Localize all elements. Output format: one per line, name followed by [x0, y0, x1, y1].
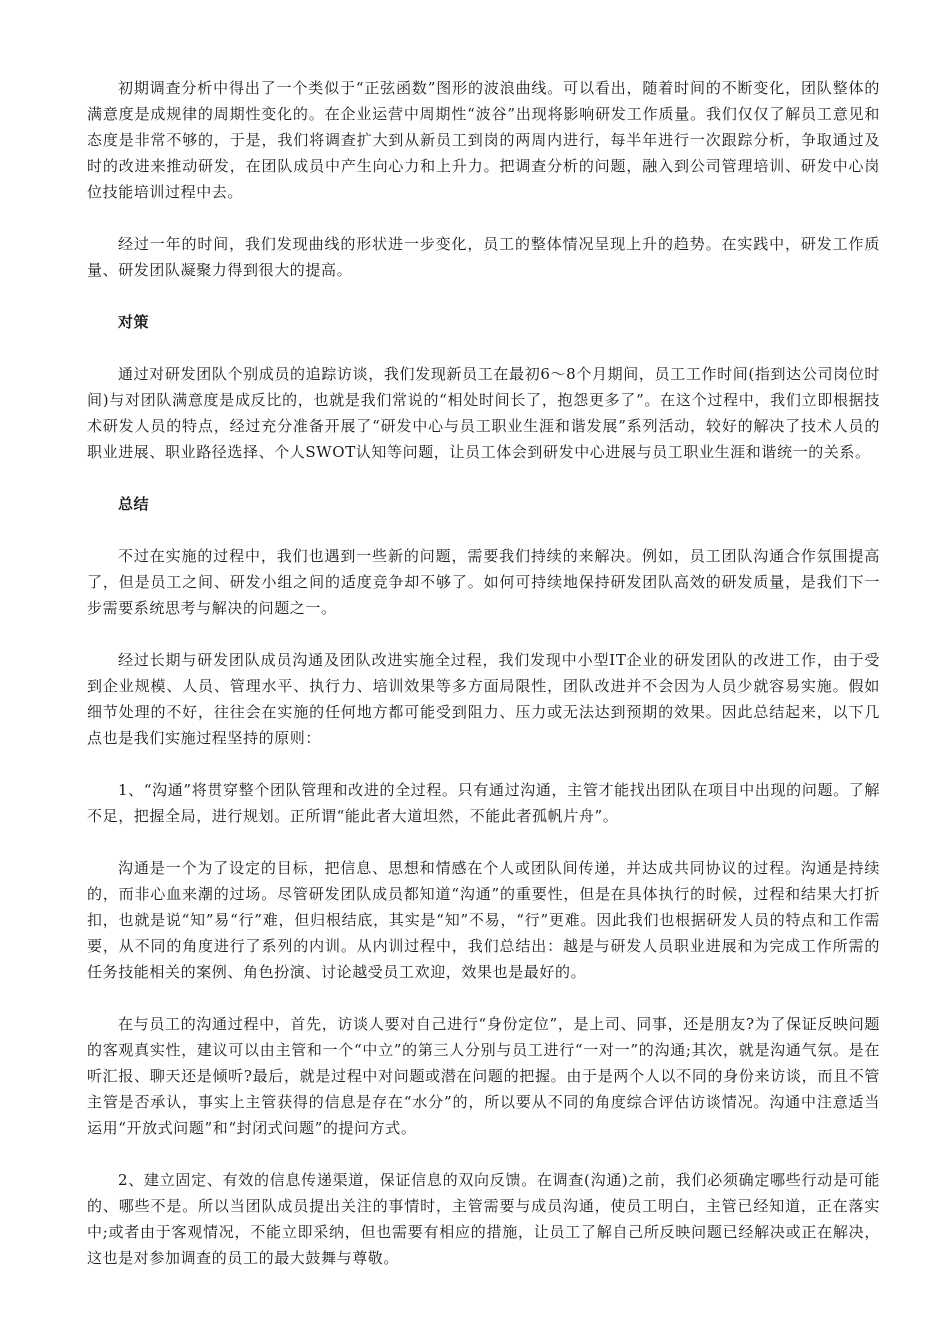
paragraph-communication-definition: 沟通是一个为了设定的目标，把信息、思想和情感在个人或团队间传递，并达成共同协议的过程。沟通是持续的，而非心血来潮的过场。尽管研发团队成员都知道“沟通”的重要性，但是在具体执行的时候，过程和结果大打折扣，也就是说“知”易“行”难，但归根结底，其实是“知”不易，“行”更难。因此我们也根据研发人员的特点和工作需要，从不同的角度进行了系列的内训。从内训过程中，我们总结出：越是与研发人员职业进展和为完成工作所需的任务技能相关的案例、角色扮演、讨论越受员工欢迎，效果也是最好的。 [87, 859, 880, 981]
section-heading-countermeasures: 对策 [118, 313, 150, 331]
section-heading-summary: 总结 [118, 495, 150, 513]
paragraph-interview-process: 在与员工的沟通过程中，首先，访谈人要对自己进行“身份定位”，是上司、同事，还是朋友?为了保证反映问题的客观真实性，建议可以由主管和一个“中立”的第三人分别与员工进行“一对一”的沟通;其次，就是沟通气氛。是在听汇报、聊天还是倾听?最后，就是过程中对问题或潜在问题的把握。由于是两个人以不同的身份来访谈，而且不管主管是否承认，事实上主管获得的信息是存在“水分”的，所以要从不同的角度综合评估访谈情况。沟通中注意适当运用“开放式问题”和“封闭式问题”的提问方式。 [87, 1015, 880, 1137]
paragraph-one-year-result: 经过一年的时间，我们发现曲线的形状进一步变化，员工的整体情况呈现上升的趋势。在实践中，研发工作质量、研发团队凝聚力得到很大的提高。 [87, 235, 880, 279]
document-body [87, 75, 880, 1297]
paragraph-countermeasures: 通过对研发团队个别成员的追踪访谈，我们发现新员工在最初6～8个月期间，员工工作时间(指到达公司岗位时间)与对团队满意度是成反比的，也就是我们常说的“相处时间长了，抱怨更多了”。在这个过程中，我们立即根据技术研发人员的特点，经过充分准备开展了“研发中心与员工职业生涯和谐发展”系列活动，较好的解决了技术人员的职业进展、职业路径选择、个人SWOT认知等问题，让员工体会到研发中心进展与员工职业生涯和谐统一的关系。 [87, 365, 880, 461]
paragraph-principles-intro: 经过长期与研发团队成员沟通及团队改进实施全过程，我们发现中小型IT企业的研发团队的改进工作，由于受到企业规模、人员、管理水平、执行力、培训效果等多方面局限性，团队改进并不会因为人员少就容易实施。假如细节处理的不好，往往会在实施的任何地方都可能受到阻力、压力或无法达到预期的效果。因此总结起来，以下几点也是我们实施过程坚持的原则： [87, 651, 880, 747]
paragraph-survey-analysis: 初期调查分析中得出了一个类似于“正弦函数”图形的波浪曲线。可以看出，随着时间的不断变化，团队整体的满意度是成规律的周期性变化的。在企业运营中周期性“波谷”出现将影响研发工作质量。我们仅仅了解员工意见和态度是非常不够的，于是，我们将调查扩大到从新员工到岗的两周内进行，每半年进行一次跟踪分析，争取通过及时的改进来推动研发，在团队成员中产生向心力和上升力。把调查分析的问题，融入到公司管理培训、研发中心岗位技能培训过程中去。 [87, 79, 880, 201]
paragraph-new-problems: 不过在实施的过程中，我们也遇到一些新的问题，需要我们持续的来解决。例如，员工团队沟通合作氛围提高了，但是员工之间、研发小组之间的适度竞争却不够了。如何可持续地保持研发团队高效的研发质量，是我们下一步需要系统思考与解决的问题之一。 [87, 547, 880, 617]
paragraph-principle-feedback-channel: 2、建立固定、有效的信息传递渠道，保证信息的双向反馈。在调查(沟通)之前，我们必须确定哪些行动是可能的、哪些不是。所以当团队成员提出关注的事情时，主管需要与成员沟通，使员工明白，主管已经知道，正在落实中;或者由于客观情况，不能立即采纳，但也需要有相应的措施，让员工了解自己所反映问题已经解决或正在解决，这也是对参加调查的员工的最大鼓舞与尊敬。 [87, 1171, 880, 1267]
paragraph-principle-communication: 1、“沟通”将贯穿整个团队管理和改进的全过程。只有通过沟通，主管才能找出团队在项目中出现的问题。了解不足，把握全局，进行规划。正所谓“能此者大道坦然，不能此者孤帆片舟”。 [87, 781, 880, 825]
